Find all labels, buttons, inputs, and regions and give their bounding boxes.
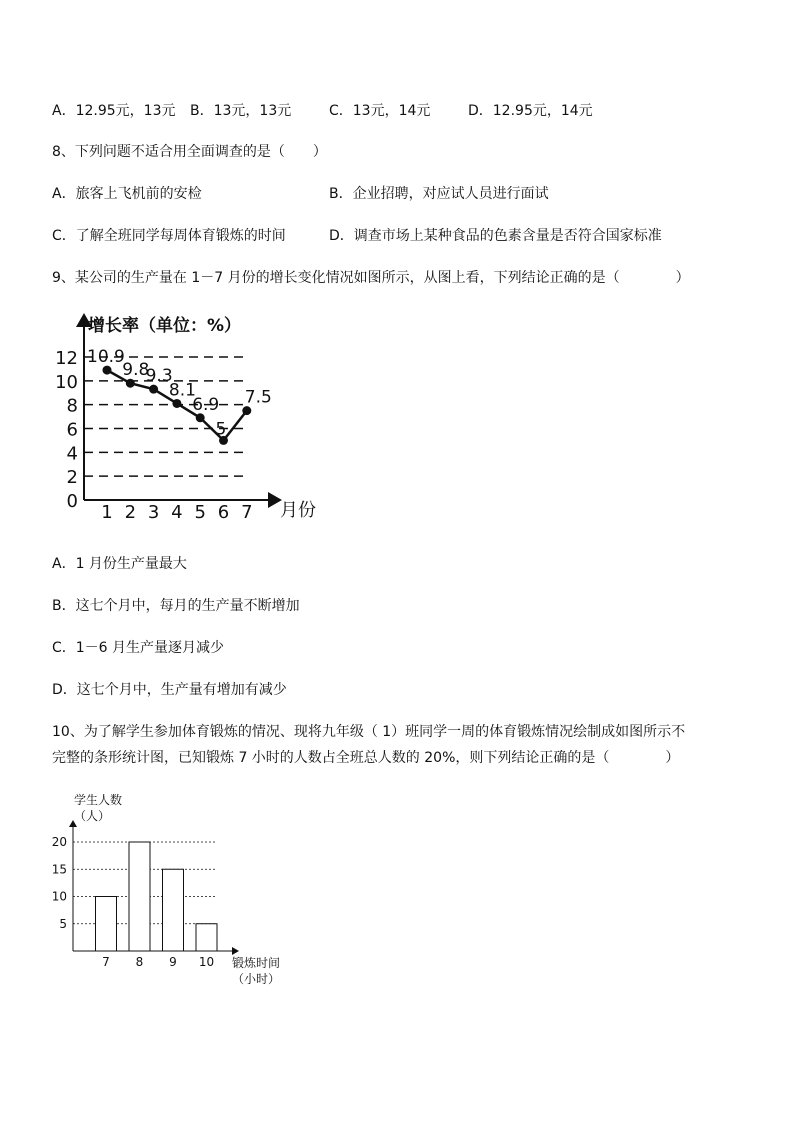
chart2-bar bbox=[96, 897, 117, 952]
q8-option-d: D．调查市场上某种食品的色素含量是否符合国家标准 bbox=[329, 228, 662, 244]
q7-option-c: C．13元，14元 bbox=[329, 103, 431, 119]
chart1-data-label: 5 bbox=[215, 419, 227, 440]
q8-stem: 8、下列问题不适合用全面调查的是（ ） bbox=[52, 144, 327, 160]
chart2-y-tick-label: 20 bbox=[51, 835, 67, 849]
q9-option-b: B．这七个月中，每月的生产量不断增加 bbox=[52, 598, 300, 614]
chart2-x-tick-label: 8 bbox=[135, 955, 144, 969]
chart2-y-tick-label: 5 bbox=[59, 916, 67, 931]
chart1-y-tick-label: 0 bbox=[66, 491, 78, 512]
q10-stem-line2: 完整的条形统计图，已知锻炼 7 小时的人数占全班总人数的 20%，则下列结论正确的是（ ） bbox=[52, 750, 680, 766]
q8-option-b: B．企业招聘，对应试人员进行面试 bbox=[329, 186, 549, 202]
chart1-x-tick-label: 6 bbox=[217, 502, 230, 523]
q9-stem: 9、某公司的生产量在 1－7 月份的增长变化情况如图所示，从图上看，下列结论正确的是（ ） bbox=[52, 270, 690, 286]
chart2-bar bbox=[129, 842, 150, 951]
chart2-bar bbox=[196, 924, 217, 951]
chart2-bar bbox=[163, 869, 184, 951]
q7-option-a: A．12.95元，13元 bbox=[52, 103, 176, 119]
chart2-y-label-line2: （人） bbox=[74, 809, 111, 823]
chart1-data-label: 10.9 bbox=[87, 347, 125, 368]
chart1-y-tick-label: 10 bbox=[55, 371, 78, 393]
chart1-data-label: 7.5 bbox=[244, 387, 272, 408]
q8-option-a: A．旅客上飞机前的安检 bbox=[52, 186, 202, 202]
chart1-data-label: 6.9 bbox=[192, 394, 220, 415]
chart1-data-label: 8.1 bbox=[168, 380, 196, 401]
chart1-y-tick-label: 2 bbox=[66, 467, 78, 489]
chart2-y-label-line1: 学生人数 bbox=[74, 793, 123, 807]
growth-rate-line-chart bbox=[52, 305, 332, 530]
chart1-data-label: 9.3 bbox=[145, 366, 173, 387]
chart1-x-tick-label: 7 bbox=[241, 502, 253, 523]
chart1-x-tick-label: 5 bbox=[194, 502, 206, 523]
chart1-x-tick-label: 2 bbox=[124, 502, 137, 523]
chart1-x-tick-label: 3 bbox=[147, 502, 160, 523]
q10-stem-line1: 10、为了解学生参加体育锻炼的情况、现将九年级（ 1）班同学一周的体育锻炼情况绘制成如图所示不 bbox=[52, 724, 686, 740]
chart2-x-tick-label: 9 bbox=[169, 955, 177, 969]
chart1-x-label: 月份 bbox=[280, 500, 316, 521]
q9-option-c: C．1－6 月生产量逐月减少 bbox=[52, 640, 225, 656]
q9-option-d: D．这七个月中，生产量有增加有减少 bbox=[52, 682, 287, 698]
q9-option-a: A．1 月份生产量最大 bbox=[52, 556, 187, 572]
chart1-y-tick-label: 6 bbox=[66, 419, 78, 441]
exercise-bar-chart bbox=[40, 785, 310, 995]
chart2-x-tick-label: 7 bbox=[102, 955, 110, 969]
chart1-y-tick-label: 4 bbox=[66, 443, 78, 465]
q7-option-d: D．12.95元，14元 bbox=[468, 103, 593, 119]
chart1-title: 增长率（单位：%） bbox=[88, 316, 242, 336]
chart2-x-label-line2: （小时） bbox=[232, 972, 281, 986]
chart1-y-tick-label: 8 bbox=[66, 395, 78, 417]
chart2-y-tick-label: 10 bbox=[51, 889, 67, 904]
q8-option-c: C．了解全班同学每周体育锻炼的时间 bbox=[52, 228, 286, 244]
chart1-y-tick-label: 12 bbox=[55, 348, 78, 369]
chart2-x-tick-label: 10 bbox=[198, 955, 215, 969]
chart1-data-label: 9.8 bbox=[122, 360, 150, 381]
chart2-x-label-line1: 锻炼时间 bbox=[232, 956, 281, 970]
chart1-x-tick-label: 4 bbox=[171, 502, 183, 523]
q7-option-b: B．13元，13元 bbox=[190, 103, 292, 119]
chart2-y-tick-label: 15 bbox=[51, 862, 67, 877]
chart1-x-tick-label: 1 bbox=[101, 502, 113, 523]
